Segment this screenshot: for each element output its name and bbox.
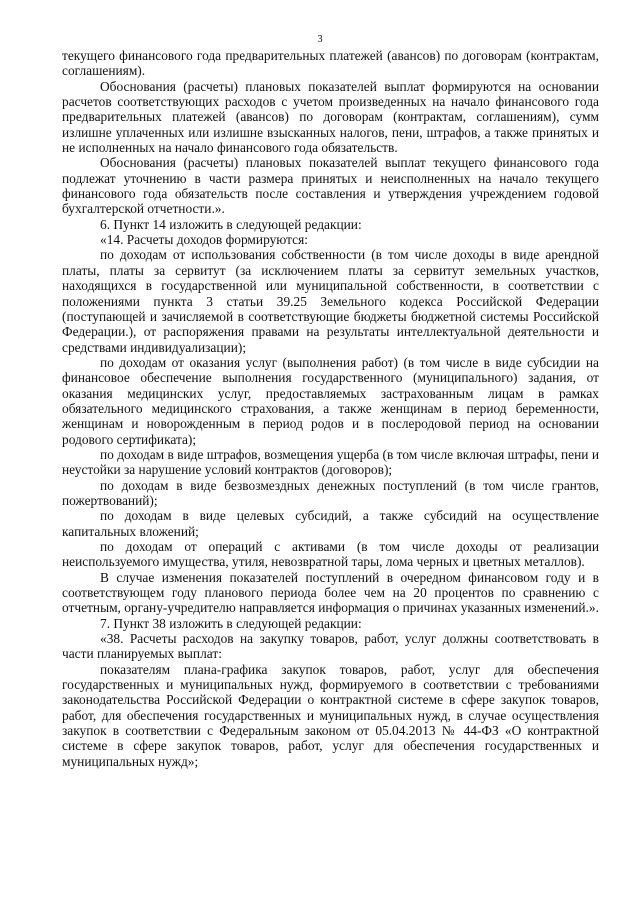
paragraph: Обоснования (расчеты) плановых показателей выплат текущего финансового года подлежат уточнению в части размера принятых и неисполненных на начало текущего финансового года обязательств после составления и утверждения учреждением годовой бухгалтерской отчетности.». (62, 155, 599, 217)
paragraph: по доходам от операций с активами (в том числе доходы от реализации неиспользуемого имущества, утиля, невозвратной тары, лома черных и цветных металлов). (62, 539, 599, 570)
document-body (62, 48, 599, 769)
paragraph: по доходам в виде безвозмездных денежных поступлений (в том числе грантов, пожертвований); (62, 477, 599, 508)
paragraph: по доходам в виде штрафов, возмещения ущерба (в том числе включая штрафы, пени и неустойки за нарушение условий контрактов (договоров); (62, 446, 599, 478)
paragraph: 6. Пункт 14 изложить в следующей редакции: (100, 216, 362, 232)
paragraph: В случае изменения показателей поступлений в очередном финансовом году и в соответствующем году планового периода более чем на 20 процентов по сравнению с отчетным, органу-учредителю направляется информация о причинах указанных изменений.». (62, 569, 599, 616)
paragraph: 7. Пункт 38 изложить в следующей редакции: (100, 615, 362, 631)
paragraph: показателям плана-графика закупок товаров, работ, услуг для обеспечения государственных и муниципальных нужд, формируемого в соответствии с требованиями законодательства Российской Федерации о контрактной системе в сфере закупок товаров, работ, для обеспечения государственных и муниципальных нужд, в случае осуществления закупок в соответствии с Федеральным законом от 05.04.2013 № 44-ФЗ «О контрактной системе в сфере закупок товаров, работ, услуг для обеспечения государственных и муниципальных нужд»; (62, 661, 599, 769)
paragraph: по доходам от использования собственности (в том числе доходы в виде арендной платы, платы за сервитут (за исключением платы за сервитут земельных участков, находящихся в государственной или муниципальной собственности, в соответствии с положениями пункта 3 статьи 39.25 Земельного кодекса Российской Федерации (поступающей и зачисляемой в соответствующие бюджеты бюджетной системы Российской Федерации.), от распоряжения правами на результаты интеллектуальной деятельности и средствами индивидуализации); (62, 247, 599, 355)
paragraph: «14. Расчеты доходов формируются: (100, 232, 308, 248)
paragraph: по доходам в виде целевых субсидий, а также субсидий на осуществление капитальных вложений; (62, 508, 599, 539)
paragraph: Обоснования (расчеты) плановых показателей выплат формируются на основании расчетов соответствующих расходов с учетом произведенных на начало финансового года предварительных платежей (авансов) по договорам (контрактам, соглашениям), сумм излишне уплаченных или излишне взысканных налогов, пени, штрафов, а также принятых и не исполненных на начало финансового года обязательств. (62, 78, 599, 156)
paragraph: «38. Расчеты расходов на закупку товаров, работ, услуг должны соответствовать в части планируемых выплат: (62, 631, 599, 662)
page-number: 3 (317, 34, 323, 45)
paragraph: текущего финансового года предварительных платежей (авансов) по договорам (контрактам, соглашениям). (62, 48, 599, 79)
paragraph: по доходам от оказания услуг (выполнения работ) (в том числе в виде субсидии на финансовое обеспечение выполнения государственного (муниципального) задания, от оказания медицинских услуг, предоставляемых застрахованным лицам в рамках обязательного медицинского страхования, а также женщинам в период беременности, женщинам и новорожденным в период родов и в послеродовой период на основании родового сертификата); (62, 354, 599, 447)
